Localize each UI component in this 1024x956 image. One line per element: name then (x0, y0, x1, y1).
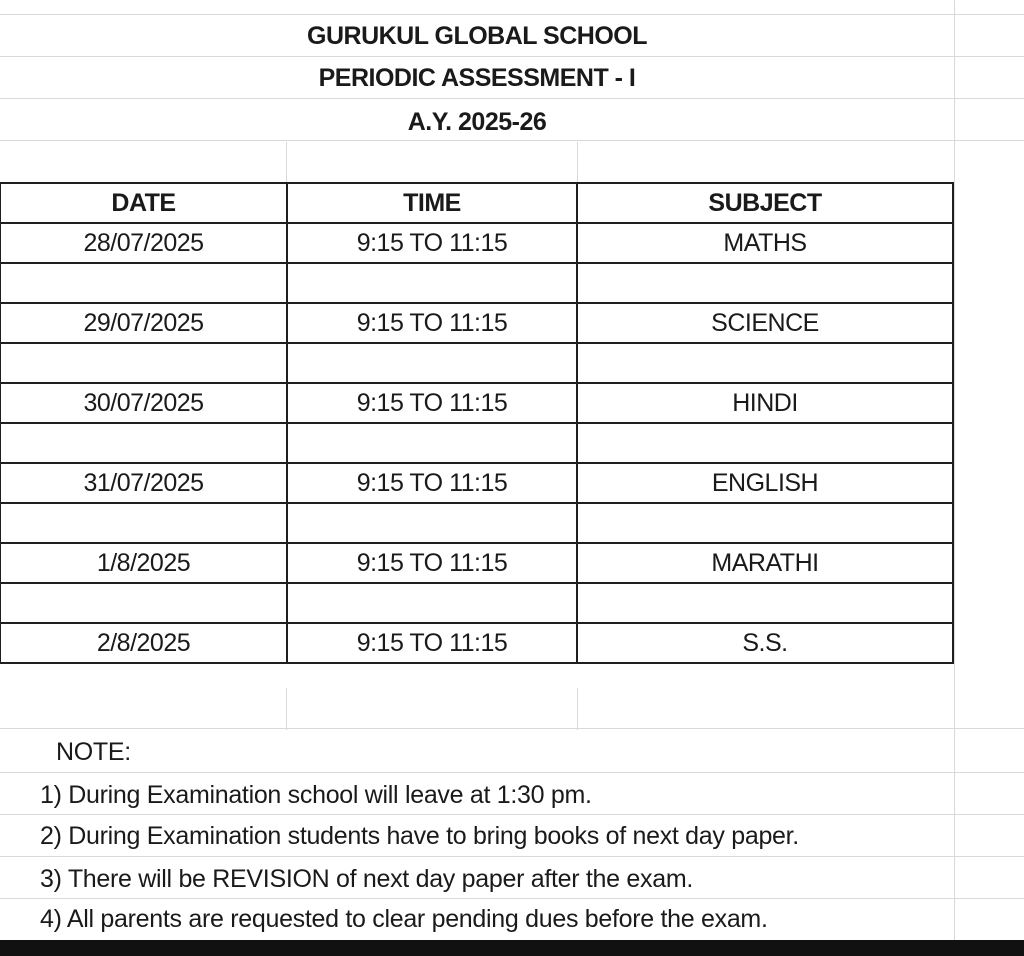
table-row (0, 223, 953, 263)
date-cell: 2/8/2025 (0, 623, 287, 663)
table-row (0, 623, 953, 663)
subject-cell (577, 263, 953, 303)
gridline (954, 0, 955, 940)
gridline (577, 688, 578, 730)
subject-cell (577, 343, 953, 383)
date-cell (0, 503, 287, 543)
time-cell (287, 423, 577, 463)
time-cell: 9:15 TO 11:15 (287, 463, 577, 503)
table-row-empty (0, 343, 953, 383)
subject-cell: HINDI (577, 383, 953, 423)
gridline (286, 688, 287, 730)
table-row (0, 543, 953, 583)
column-header-date: DATE (0, 183, 287, 223)
table-header-row (0, 183, 953, 223)
date-cell: 29/07/2025 (0, 303, 287, 343)
note-item: 4) All parents are requested to clear pending dues before the exam. (40, 905, 768, 933)
note-item: 2) During Examination students have to bring books of next day paper. (40, 822, 799, 850)
gridline (0, 728, 1024, 729)
time-cell: 9:15 TO 11:15 (287, 223, 577, 263)
column-header-time: TIME (287, 183, 577, 223)
time-cell: 9:15 TO 11:15 (287, 383, 577, 423)
date-cell: 1/8/2025 (0, 543, 287, 583)
gridline (0, 56, 1024, 57)
time-cell (287, 343, 577, 383)
subject-cell: MATHS (577, 223, 953, 263)
table-row-empty (0, 263, 953, 303)
note-item: 3) There will be REVISION of next day paper after the exam. (40, 865, 693, 893)
gridline (577, 142, 578, 182)
exam-title: PERIODIC ASSESSMENT - I (318, 64, 636, 92)
table-row-empty (0, 503, 953, 543)
time-cell (287, 503, 577, 543)
date-cell: 31/07/2025 (0, 463, 287, 503)
school-name: GURUKUL GLOBAL SCHOOL (307, 22, 647, 50)
note-item: 1) During Examination school will leave at 1:30 pm. (40, 781, 592, 809)
table-row-empty (0, 583, 953, 623)
table-row (0, 463, 953, 503)
gridline (0, 856, 1024, 857)
gridline (0, 14, 1024, 15)
table-row-empty (0, 423, 953, 463)
subject-cell: SCIENCE (577, 303, 953, 343)
exam-schedule-table (0, 182, 954, 664)
date-cell: 28/07/2025 (0, 223, 287, 263)
bottom-edge-bar (0, 940, 1024, 956)
subject-cell (577, 503, 953, 543)
gridline (0, 140, 1024, 141)
gridline (0, 814, 1024, 815)
subject-cell (577, 423, 953, 463)
time-cell (287, 583, 577, 623)
time-cell: 9:15 TO 11:15 (287, 303, 577, 343)
subject-cell (577, 583, 953, 623)
subject-cell: ENGLISH (577, 463, 953, 503)
time-cell: 9:15 TO 11:15 (287, 623, 577, 663)
date-cell (0, 263, 287, 303)
time-cell (287, 263, 577, 303)
subject-cell: MARATHI (577, 543, 953, 583)
gridline (0, 98, 1024, 99)
date-cell (0, 583, 287, 623)
date-cell (0, 423, 287, 463)
gridline (0, 898, 1024, 899)
time-cell: 9:15 TO 11:15 (287, 543, 577, 583)
gridline (286, 142, 287, 182)
table-row (0, 383, 953, 423)
table-row (0, 303, 953, 343)
column-header-subject: SUBJECT (577, 183, 953, 223)
academic-year: A.Y. 2025-26 (407, 108, 547, 136)
note-heading: NOTE: (56, 738, 131, 766)
date-cell: 30/07/2025 (0, 383, 287, 423)
subject-cell: S.S. (577, 623, 953, 663)
date-cell (0, 343, 287, 383)
gridline (0, 772, 1024, 773)
